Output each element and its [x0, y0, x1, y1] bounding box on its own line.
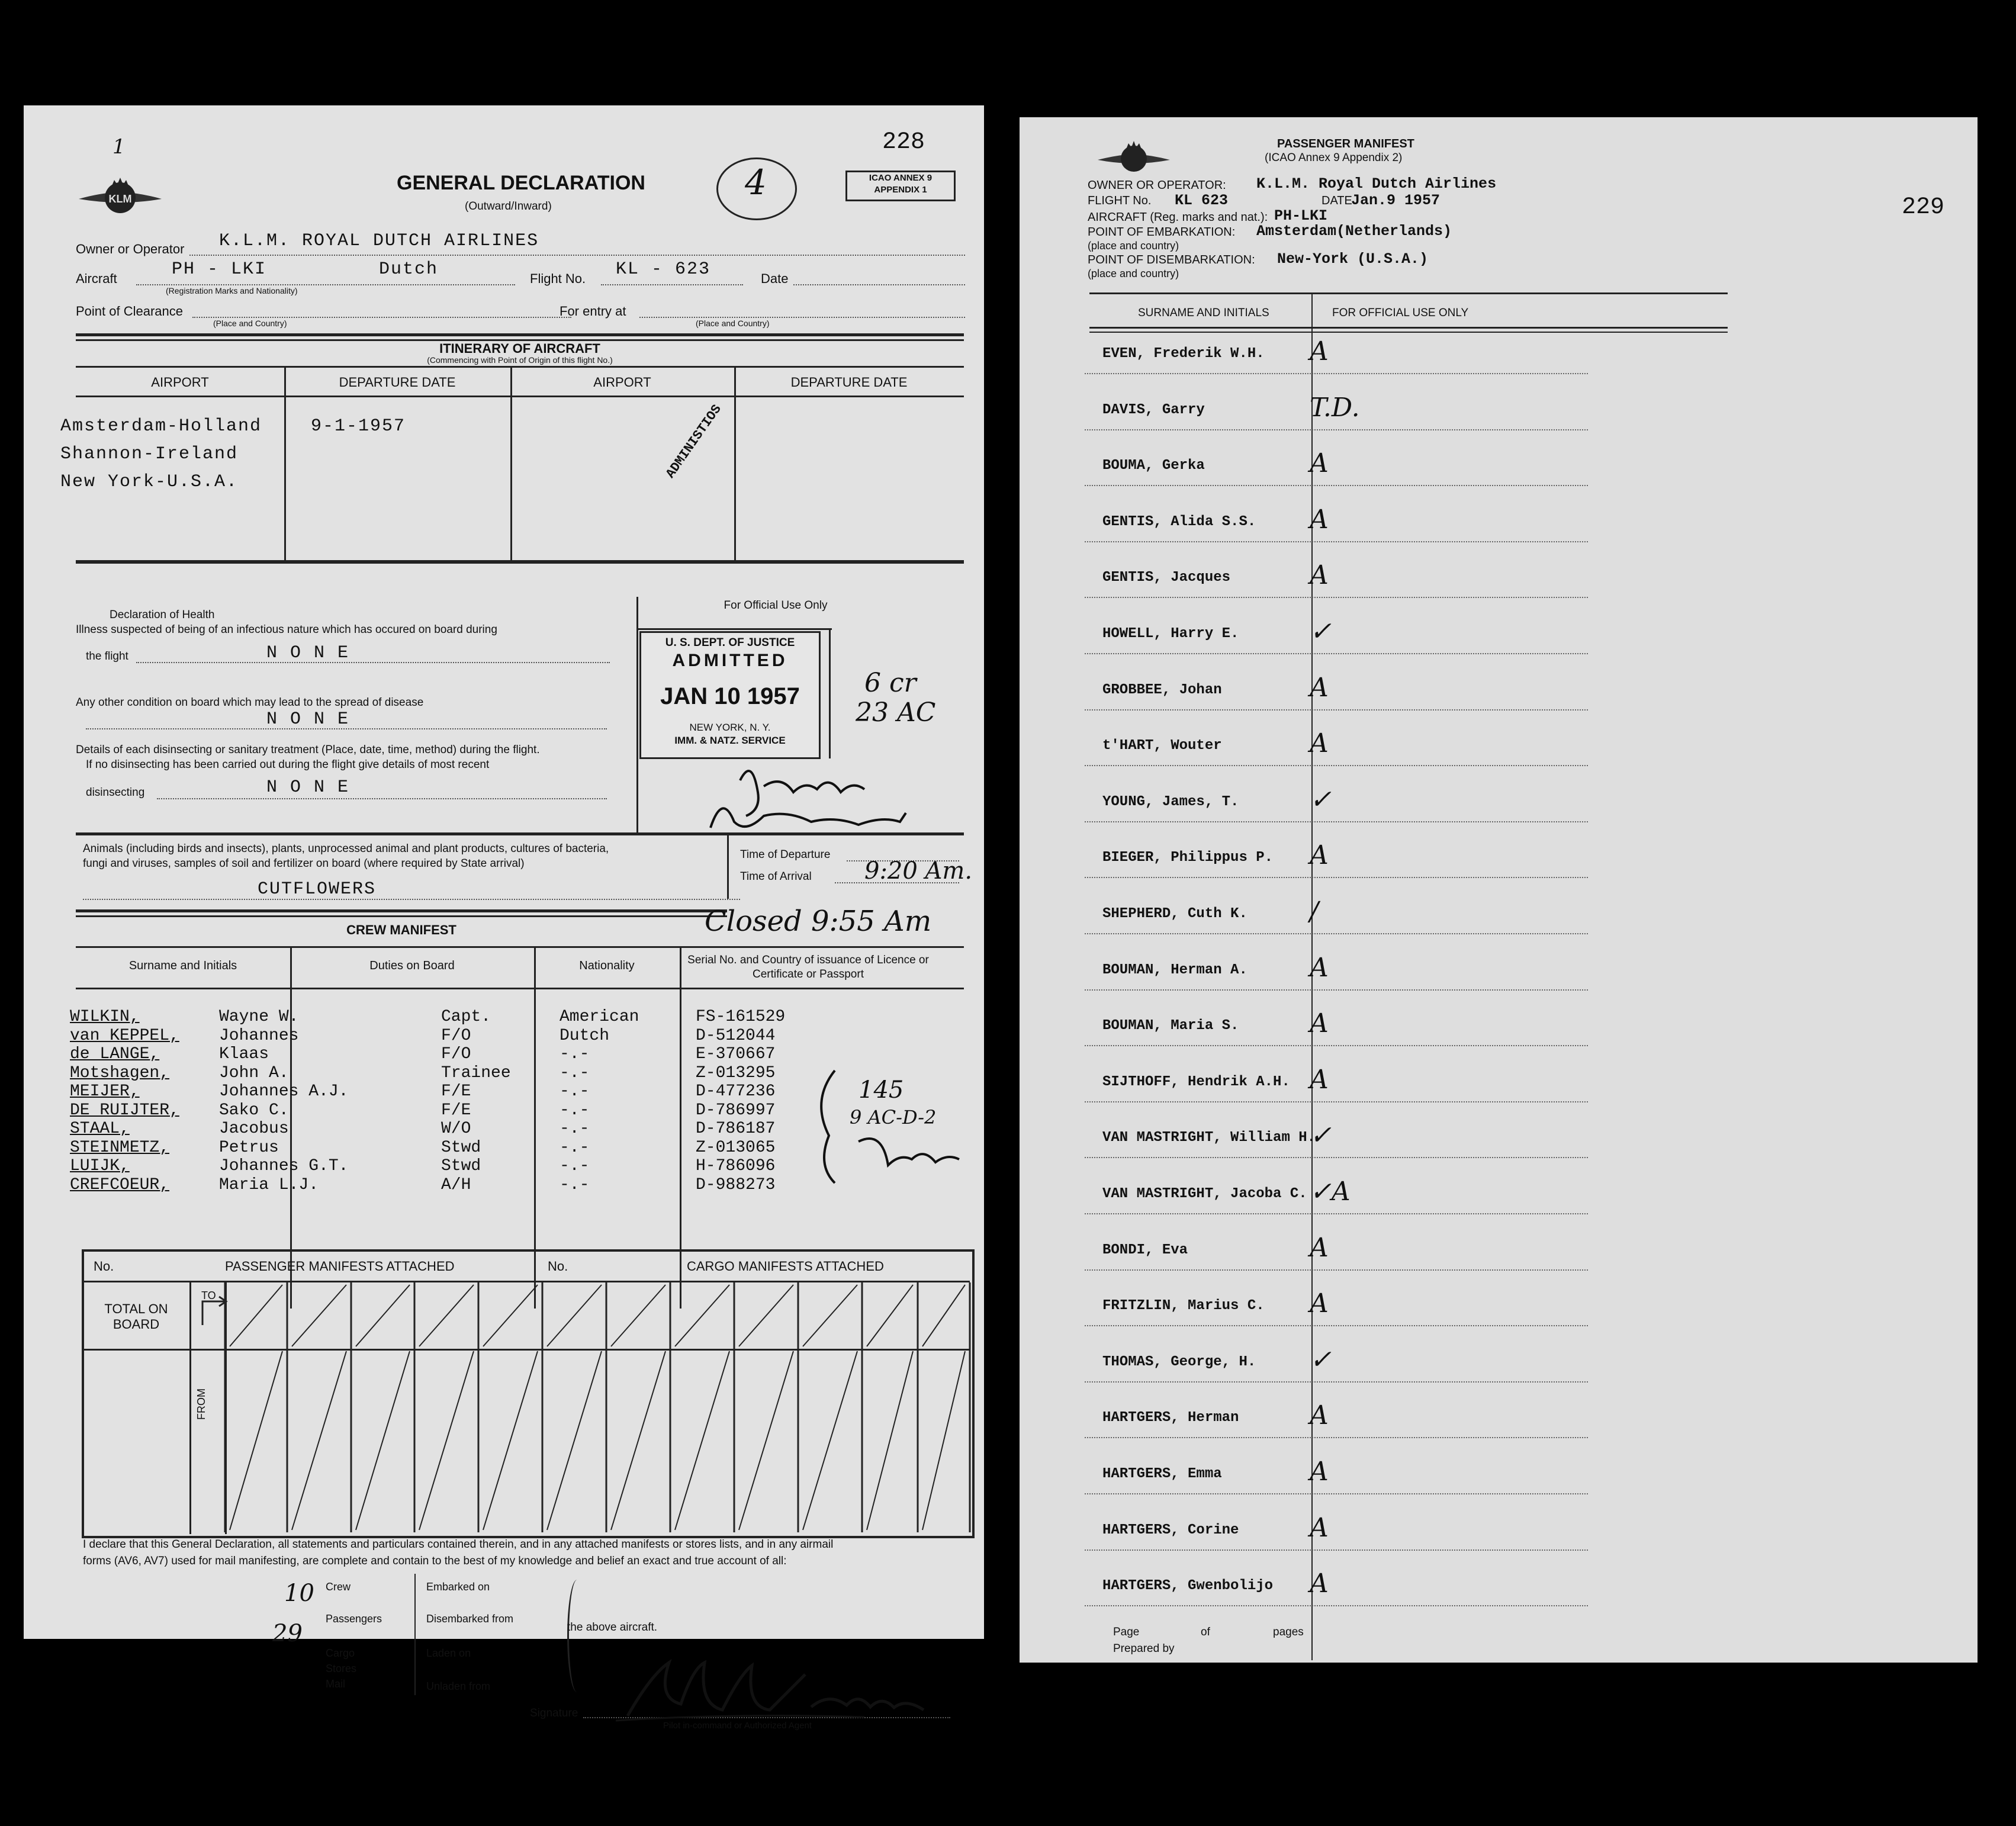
crew-side-note-1: 145 — [859, 1076, 904, 1104]
official-use-mark: A — [1310, 728, 1329, 759]
crew-serial: D-988273 — [696, 1175, 776, 1194]
passenger-row — [1020, 1002, 1754, 1058]
entry-label: For entry at — [560, 304, 626, 319]
manifest-grid — [24, 105, 984, 1639]
passenger-row — [1020, 1114, 1754, 1170]
crew-nationality: -.- — [560, 1138, 590, 1157]
flight-label: Flight No. — [530, 271, 586, 286]
health-question-1b: the flight — [86, 650, 128, 663]
count-category-label: Cargo — [326, 1647, 355, 1659]
count-category-label: Crew — [326, 1581, 351, 1593]
crew-surname: STAAL, — [70, 1120, 130, 1138]
crew-surname: WILKIN, — [70, 1008, 140, 1026]
official-use-mark: A — [1310, 1008, 1329, 1039]
closed-note: Closed 9:55 Am — [705, 905, 932, 938]
klm-crown-logo — [1095, 140, 1172, 180]
passenger-name: SIJTHOFF, Hendrik A.H. — [1102, 1073, 1290, 1090]
pax-no-label: No. — [94, 1259, 114, 1274]
health-answer-1: N O N E — [266, 643, 350, 663]
crew-nationality: American — [560, 1008, 639, 1026]
crew-side-note-2: 9 AC-D-2 — [850, 1106, 937, 1129]
passenger-name: HARTGERS, Emma — [1102, 1466, 1222, 1482]
animals-text-2: fungi and viruses, samples of soil and fertilizer on board (where required by State arrival) — [83, 857, 525, 870]
date-value: Jan.9 1957 — [1351, 192, 1441, 209]
from-label: FROM — [195, 1388, 207, 1420]
health-answer-3: N O N E — [266, 777, 350, 798]
crew-nationality: -.- — [560, 1157, 590, 1175]
official-use-label: For Official Use Only — [724, 599, 828, 612]
health-answer-2: N O N E — [266, 709, 350, 729]
passenger-row — [1020, 891, 1754, 946]
official-use-mark: A — [1310, 1400, 1329, 1431]
crew-serial: D-512044 — [696, 1026, 776, 1045]
crew-duty: Stwd — [441, 1138, 481, 1157]
form-title: GENERAL DECLARATION — [397, 172, 645, 194]
prepared-by-label: Prepared by — [1113, 1642, 1175, 1655]
official-use-mark: A — [1310, 1512, 1329, 1543]
flight-value: KL 623 — [1175, 192, 1229, 209]
crew-duty: F/O — [441, 1026, 471, 1045]
passenger-name: HARTGERS, Gwenbolijo — [1102, 1578, 1274, 1594]
crew-surname: Motshagen, — [70, 1063, 170, 1082]
passenger-name: THOMAS, George, H. — [1102, 1354, 1256, 1370]
crew-surname: STEINMETZ, — [70, 1138, 170, 1157]
crew-surname: CREFCOEUR, — [70, 1175, 170, 1194]
crew-duty: F/E — [441, 1082, 471, 1101]
itin-departure-date: 9-1-1957 — [311, 416, 406, 436]
crew-manifest-title: CREW MANIFEST — [346, 922, 456, 937]
movement-category-label: Laden on — [426, 1647, 471, 1659]
movement-category-label: Embarked on — [426, 1581, 490, 1593]
owner-value: K.L.M. Royal Dutch Airlines — [1256, 175, 1497, 192]
passenger-row — [1020, 1507, 1754, 1563]
stamp-line-2: ADMITTED — [672, 651, 788, 670]
official-use-mark: A — [1310, 840, 1329, 871]
of-label: of — [1201, 1626, 1210, 1638]
crew-serial: D-477236 — [696, 1082, 776, 1101]
passenger-row — [1020, 499, 1754, 554]
crew-duty: F/O — [441, 1045, 471, 1063]
crew-surname: de LANGE, — [70, 1045, 160, 1063]
passenger-name: GROBBEE, Johan — [1102, 681, 1222, 698]
official-use-mark: ✓ — [1310, 616, 1332, 647]
owner-label: Owner or Operator — [76, 242, 185, 256]
crew-serial: E-370667 — [696, 1045, 776, 1063]
place-country-caption: (Place and Country) — [213, 319, 287, 328]
health-title: Declaration of Health — [110, 609, 215, 621]
crew-given-name: Maria L.J. — [219, 1175, 319, 1194]
place-caption-2: (place and country) — [1088, 268, 1179, 279]
itin-airport-row: New York-U.S.A. — [60, 472, 239, 492]
crew-serial: FS-161529 — [696, 1008, 786, 1026]
health-question-2: Any other condition on board which may lead to the spread of disease — [76, 696, 424, 709]
owner-value: K.L.M. ROYAL DUTCH AIRLINES — [219, 231, 539, 251]
passenger-row — [1020, 442, 1754, 498]
passenger-name: HARTGERS, Herman — [1102, 1410, 1239, 1426]
signature-caption: Pilot in-command or Authorized Agent — [663, 1721, 812, 1731]
crew-given-name: Sako C. — [219, 1101, 289, 1120]
passenger-name: GENTIS, Jacques — [1102, 570, 1231, 586]
crew-surname: LUIJK, — [70, 1157, 130, 1175]
passenger-name: BOUMA, Gerka — [1102, 458, 1205, 474]
place-country-caption-2: (Place and Country) — [696, 319, 770, 328]
passenger-name: BOUMAN, Maria S. — [1102, 1018, 1239, 1034]
crew-given-name: Jacobus — [219, 1120, 289, 1138]
crew-header-surname: Surname and Initials — [128, 959, 237, 972]
official-use-mark: A — [1310, 336, 1329, 367]
passenger-manifest-sheet — [1020, 117, 1978, 1663]
page-number: 228 — [882, 129, 925, 156]
official-use-mark: / — [1310, 896, 1319, 927]
passenger-name: VAN MASTRIGHT, Jacoba C. — [1102, 1186, 1307, 1202]
crew-nationality: -.- — [560, 1063, 590, 1082]
passenger-count: 29 — [272, 1620, 303, 1647]
circled-number: 4 — [745, 162, 767, 202]
count-category-label: Stores — [326, 1663, 357, 1674]
crew-nationality: -.- — [560, 1120, 590, 1138]
health-question-3b: If no disinsecting has been carried out during the flight give details of most recent — [86, 758, 490, 771]
official-use-mark: A — [1310, 1457, 1329, 1487]
animals-text-1: Animals (including birds and insects), plants, unprocessed animal and plant products, cultures of bacteria, — [83, 843, 609, 855]
count-category-label: Mail — [326, 1678, 346, 1690]
official-use-mark: A — [1310, 1288, 1329, 1319]
passenger-name: EVEN, Frederik W.H. — [1102, 346, 1265, 362]
passenger-row — [1020, 947, 1754, 1002]
crew-header-duties: Duties on Board — [369, 959, 455, 972]
passenger-name: HARTGERS, Corine — [1102, 1522, 1239, 1538]
total-on-board-label: TOTAL ON BOARD — [104, 1301, 168, 1332]
itin-header-airport-2: AIRPORT — [593, 375, 651, 390]
passenger-row — [1020, 387, 1754, 442]
page-label: Page — [1113, 1626, 1140, 1638]
crew-serial: Z-013065 — [696, 1138, 776, 1157]
registration-caption: (Registration Marks and Nationality) — [166, 286, 298, 295]
crew-header-nationality: Nationality — [579, 959, 635, 972]
passenger-row — [1020, 1394, 1754, 1450]
hand-note-2: 23 AC — [856, 697, 936, 728]
crew-surname: van KEPPEL, — [70, 1026, 179, 1045]
itin-header-date-1: DEPARTURE DATE — [339, 375, 456, 390]
stamp-line-1: U. S. DEPT. OF JUSTICE — [665, 636, 795, 649]
itinerary-caption: (Commencing with Point of Origin of this flight No.) — [427, 355, 613, 365]
passenger-list — [1020, 330, 1754, 1663]
passenger-row — [1020, 834, 1754, 890]
to-label: TO — [201, 1290, 216, 1301]
disembarkation-value: New-York (U.S.A.) — [1277, 250, 1429, 268]
health-question-3: Details of each disinsecting or sanitary treatment (Place, date, time, method) during the flight. — [76, 744, 540, 756]
movement-category-label: Unladen from — [426, 1680, 491, 1692]
itin-airport-row: Shannon-Ireland — [60, 444, 239, 464]
crew-given-name: Klaas — [219, 1045, 269, 1063]
passenger-row — [1020, 1339, 1754, 1394]
time-arrival-label: Time of Arrival — [740, 870, 812, 883]
stamp-date: JAN 10 1957 — [660, 683, 800, 709]
passenger-row — [1020, 1451, 1754, 1506]
passenger-name: SHEPHERD, Cuth K. — [1102, 906, 1247, 922]
date-label: Date — [761, 271, 789, 286]
pilot-signature — [616, 1651, 947, 1728]
crew-nationality: -.- — [560, 1101, 590, 1120]
official-use-mark: A — [1310, 448, 1329, 479]
itin-airport-row: Amsterdam-Holland — [60, 416, 262, 436]
official-use-mark: ✓ — [1310, 784, 1332, 815]
official-use-mark: ✓ — [1310, 1344, 1332, 1375]
crew-duty: W/O — [441, 1120, 471, 1138]
manifest-title: PASSENGER MANIFEST — [1277, 137, 1414, 150]
embarkation-label: POINT OF EMBARKATION: — [1088, 226, 1236, 239]
aircraft-label: Aircraft — [76, 271, 117, 286]
passenger-row — [1020, 330, 1754, 386]
passenger-name: BONDI, Eva — [1102, 1242, 1188, 1258]
crew-duty: F/E — [441, 1101, 471, 1120]
crew-duty: Trainee — [441, 1063, 511, 1082]
crew-nationality: -.- — [560, 1175, 590, 1194]
place-caption: (place and country) — [1088, 240, 1179, 252]
passenger-name: t'HART, Wouter — [1102, 738, 1222, 754]
passenger-name: GENTIS, Alida S.S. — [1102, 513, 1256, 530]
passenger-row — [1020, 1059, 1754, 1114]
crew-surname: MEIJER, — [70, 1082, 140, 1101]
crew-duty: A/H — [441, 1175, 471, 1194]
passenger-name: BOUMAN, Herman A. — [1102, 962, 1247, 978]
cargo-no-label: No. — [548, 1259, 568, 1274]
passenger-name: VAN MASTRIGHT, William H. — [1102, 1130, 1316, 1146]
health-question-3c: disinsecting — [86, 786, 145, 799]
health-question-1: Illness suspected of being of an infectious nature which has occured on board during — [76, 623, 497, 636]
pax-manifests-label: PASSENGER MANIFESTS ATTACHED — [225, 1259, 455, 1274]
aircraft-value: PH-LKI — [1274, 207, 1328, 224]
diagonal-stamp: ADMINISTIOS — [663, 402, 725, 481]
crew-given-name: Petrus — [219, 1138, 279, 1157]
passenger-row — [1020, 1227, 1754, 1282]
crew-given-name: Johannes — [219, 1026, 299, 1045]
aircraft-value: PH - LKI — [172, 259, 267, 279]
pages-label: pages — [1273, 1626, 1304, 1638]
general-declaration-sheet — [24, 105, 984, 1731]
official-use-mark: A — [1310, 504, 1329, 535]
passenger-row — [1020, 1563, 1754, 1618]
col-official-header: FOR OFFICIAL USE ONLY — [1332, 307, 1469, 319]
itin-header-date-2: DEPARTURE DATE — [790, 375, 908, 390]
official-use-mark: A — [1310, 1064, 1329, 1095]
official-use-mark: T.D. — [1310, 392, 1360, 423]
crew-duty: Stwd — [441, 1157, 481, 1175]
annex-box: ICAO ANNEX 9 APPENDIX 1 — [845, 171, 956, 201]
itinerary-title: ITINERARY OF AIRCRAFT — [439, 341, 600, 356]
passenger-name: HOWELL, Harry E. — [1102, 626, 1239, 642]
crew-given-name: Johannes A.J. — [219, 1082, 349, 1101]
crew-nationality: -.- — [560, 1045, 590, 1063]
stamp-line-5: IMM. & NATZ. SERVICE — [674, 735, 786, 746]
crew-given-name: Johannes G.T. — [219, 1157, 349, 1175]
official-use-mark: A — [1310, 952, 1329, 983]
passenger-row — [1020, 1282, 1754, 1338]
declaration-line-2: forms (AV6, AV7) used for mail manifesting, are complete and contain to the best of my knowledge and belief an exact and true account of all: — [83, 1555, 787, 1567]
flight-value: KL - 623 — [616, 259, 711, 279]
passenger-row — [1020, 722, 1754, 778]
flight-label: FLIGHT No. — [1088, 194, 1152, 207]
passenger-row — [1020, 779, 1754, 834]
time-departure-label: Time of Departure — [740, 848, 831, 861]
crew-serial: H-786096 — [696, 1157, 776, 1175]
stamp-line-4: NEW YORK, N. Y. — [689, 722, 771, 733]
passenger-row — [1020, 1171, 1754, 1226]
crew-serial: D-786187 — [696, 1120, 776, 1138]
official-use-mark: A — [1310, 1568, 1329, 1599]
declaration-line-1: I declare that this General Declaration, all statements and particulars contained therein, and in any attached manifests or stores lists, and in any airmail — [83, 1538, 834, 1551]
crew-header-serial: Serial No. and Country of issuance of Licence or Certificate or Passport — [687, 954, 929, 980]
date-label: DATE — [1322, 194, 1352, 207]
signature-label: Signature — [530, 1707, 578, 1719]
aircraft-nationality: Dutch — [379, 259, 439, 279]
crew-surname: DE RUIJTER, — [70, 1101, 179, 1120]
hand-note-1: 6 cr — [864, 668, 917, 698]
crew-serial: D-786997 — [696, 1101, 776, 1120]
passenger-name: DAVIS, Garry — [1102, 401, 1205, 418]
passenger-name: YOUNG, James, T. — [1102, 793, 1239, 810]
manifest-annex: (ICAO Annex 9 Appendix 2) — [1265, 152, 1403, 164]
passenger-row — [1020, 610, 1754, 666]
crew-duty: Capt. — [441, 1008, 491, 1026]
col-surname-header: SURNAME AND INITIALS — [1138, 307, 1269, 319]
official-use-mark: A — [1310, 1232, 1329, 1263]
official-use-mark: A — [1310, 560, 1329, 591]
crew-given-name: John A. — [219, 1063, 289, 1082]
owner-label: OWNER OR OPERATOR: — [1088, 179, 1226, 192]
crew-nationality: -.- — [560, 1082, 590, 1101]
crew-nationality: Dutch — [560, 1026, 610, 1045]
passenger-name: FRITZLIN, Marius C. — [1102, 1298, 1265, 1314]
svg-text:KLM: KLM — [108, 193, 132, 205]
crew-count: 10 — [284, 1580, 314, 1607]
cargo-manifests-label: CARGO MANIFESTS ATTACHED — [687, 1259, 884, 1274]
sheet-marker: 1 — [112, 135, 126, 159]
aircraft-label: AIRCRAFT (Reg. marks and nat.): — [1088, 211, 1268, 224]
time-arrival-value: 9:20 Am. — [864, 857, 973, 885]
movement-category-label: Disembarked from — [426, 1613, 514, 1625]
above-aircraft-text: the above aircraft. — [567, 1621, 658, 1634]
official-use-mark: ✓ — [1310, 1120, 1332, 1151]
count-category-label: Passengers — [326, 1613, 382, 1625]
disembarkation-label: POINT OF DISEMBARKATION: — [1088, 253, 1255, 266]
official-use-mark: ✓A — [1310, 1176, 1351, 1207]
official-use-mark: A — [1310, 672, 1329, 703]
passenger-row — [1020, 667, 1754, 722]
form-subtitle: (Outward/Inward) — [465, 200, 552, 213]
itin-header-airport-1: AIRPORT — [151, 375, 209, 390]
crew-serial: Z-013295 — [696, 1063, 776, 1082]
passenger-name: BIEGER, Philippus P. — [1102, 850, 1274, 866]
clearance-label: Point of Clearance — [76, 304, 183, 319]
page-number: 229 — [1902, 194, 1945, 221]
embarkation-value: Amsterdam(Netherlands) — [1256, 223, 1452, 240]
passenger-row — [1020, 554, 1754, 610]
animals-value: CUTFLOWERS — [258, 879, 377, 899]
crew-given-name: Wayne W. — [219, 1008, 299, 1026]
